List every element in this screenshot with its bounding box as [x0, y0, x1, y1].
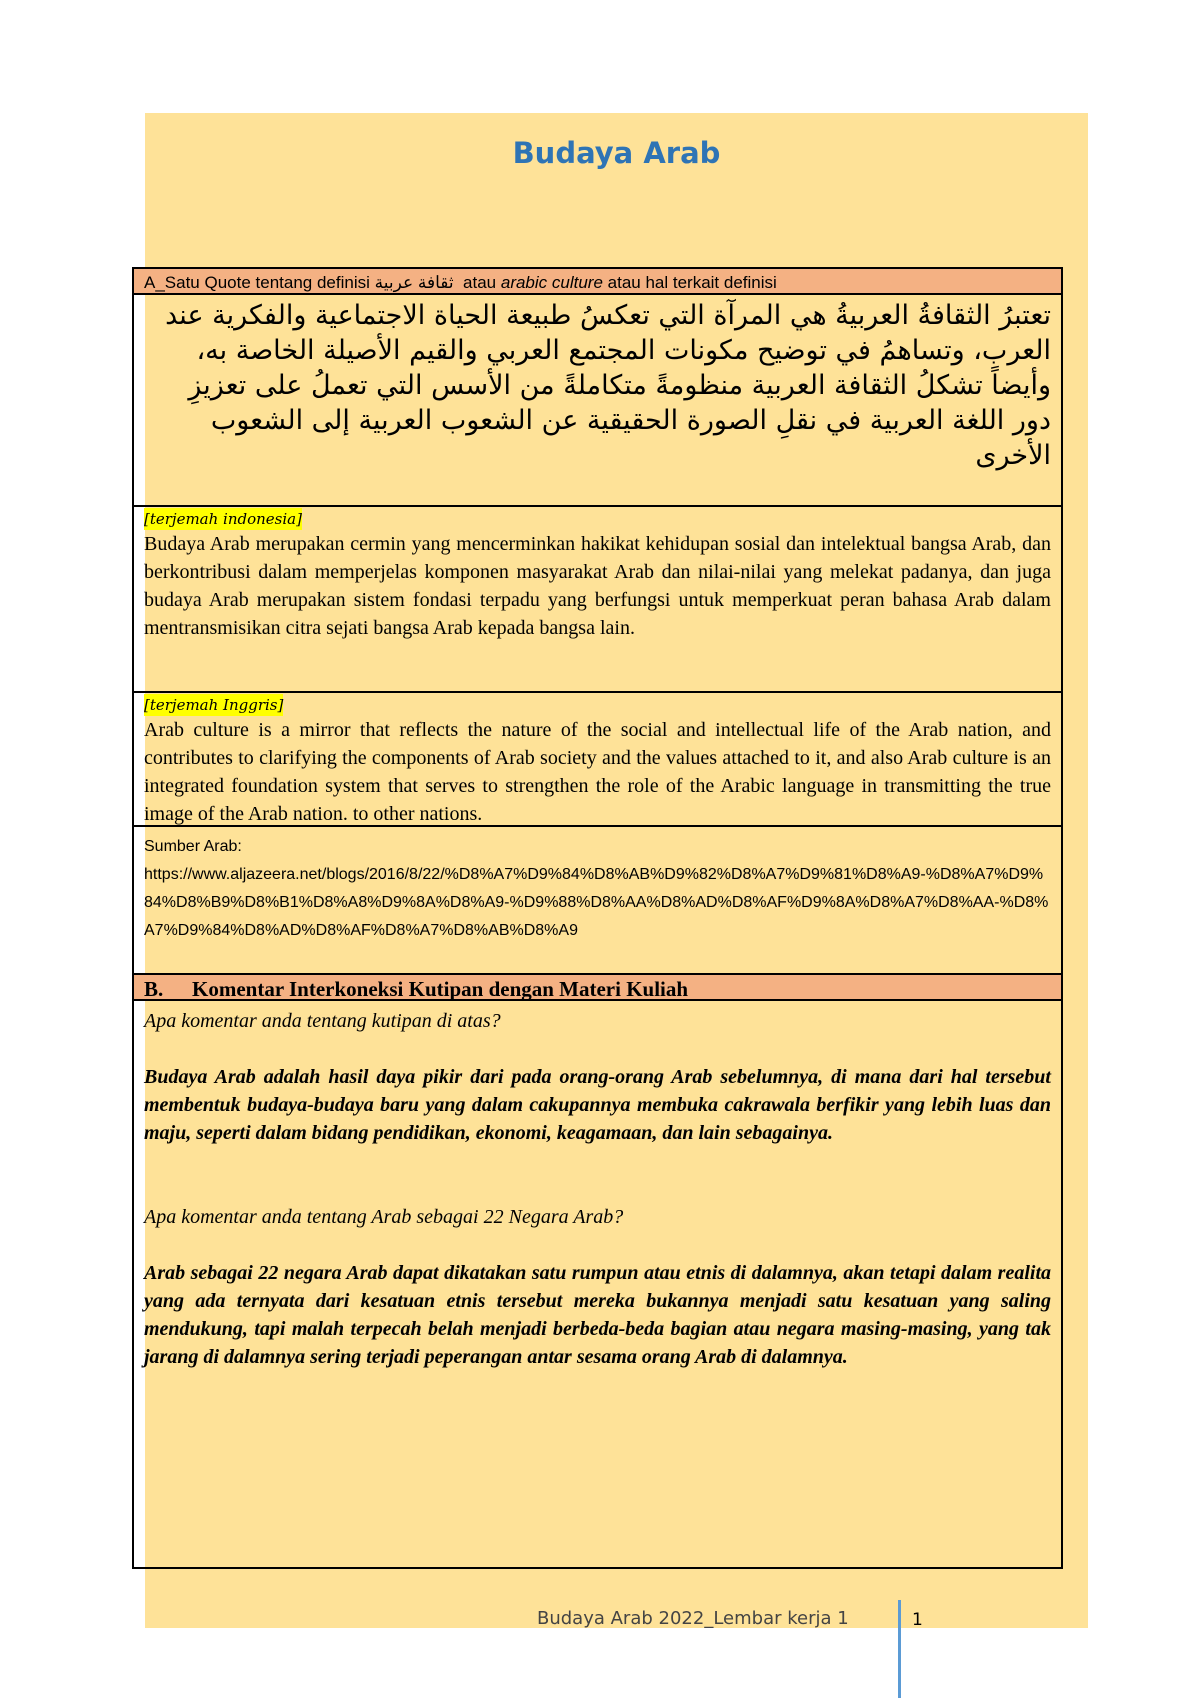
indonesian-translation-text: Budaya Arab merupakan cermin yang mencerminkan hakikat kehidupan sosial dan intelektual bangsa Arab, dan berkontribusi dalam memperjelas komponen masyarakat Arab dan nilai-nilai yang melekat padanya, dan juga budaya Arab merupakan sistem fondasi terpadu yang berfungsi untuk memperkuat peran bahasa Arab dalam mentransmisikan citra sejati bangsa Arab kepada bangsa lain. — [144, 533, 1051, 639]
section-a-header-mid: atau — [453, 273, 501, 292]
source-cell — [134, 828, 1061, 990]
footer-text: Budaya Arab 2022_Lembar kerja 1 — [537, 1608, 849, 1629]
arabic-quote: تعتبرُ الثقافةُ العربيةُ هي المرآة التي تعكسُ طبيعة الحياة الاجتماعية والفكرية عند العرب، وتساهمُ في توضيح مكونات المجتمع العربي والقيم الأصيلة الخاصة به، وأيضاً تشكلُ الثقافة العربية منظومةً متكاملةً من الأسس التي تعملُ على تعزيزِ دور اللغة العربية في نقلِ الصورة الحقيقية عن الشعوب العربية إلى الشعوب الأخرى — [134, 296, 1061, 507]
page-title: Budaya Arab — [512, 136, 721, 170]
question-1: Apa komentar anda tentang kutipan di atas? — [144, 1010, 501, 1032]
indonesian-translation-label: [terjemah indonesia] — [144, 510, 302, 528]
english-translation-cell — [134, 694, 1061, 827]
answer-1: Budaya Arab adalah hasil daya pikir dari pada orang-orang Arab sebelumnya, di mana dari hal tersebut membentuk budaya-budaya baru yang dalam cakupannya membuka cakrawala berfikir yang lebih luas dan maju, seperti dalam bidang pendidikan, ekonomi, keagamaan, dan lain sebagainya. — [144, 1066, 1051, 1144]
section-b-title: Komentar Interkoneksi Kutipan dengan Materi Kuliah — [192, 977, 689, 1001]
section-b-number: B. — [144, 977, 164, 1001]
footer-divider — [898, 1600, 901, 1698]
section-a-header-suffix: atau hal terkait definisi — [602, 273, 777, 292]
comments-cell — [134, 1003, 1061, 1371]
question-2: Apa komentar anda tentang Arab sebagai 22 Negara Arab? — [144, 1206, 624, 1228]
answer-2: Arab sebagai 22 negara Arab dapat dikatakan satu rumpun atau etnis di dalamnya, akan tetapi dalam realita yang ada ternyata dari kesatuan etnis tersebut mereka bukannya menjadi satu kesatuan yang saling mendukung, tapi malah terpecah belah menjadi berbeda-beda bagian atau negara masing-masing, yang tak jarang di dalamnya sering terjadi peperangan antar sesama orang Arab di dalamnya. — [144, 1262, 1051, 1368]
section-a-header-prefix: A_Satu Quote tentang definisi — [144, 273, 375, 292]
indonesian-translation-cell — [134, 508, 1061, 693]
worksheet-table — [132, 267, 1063, 1569]
source-link[interactable]: https://www.aljazeera.net/blogs/2016/8/22/%D8%A7%D9%84%D8%AB%D9%82%D8%A7%D9%81%D8%A9-%D8%A7%D9%84%D8%B9%D8%B1%D8%A8%D9%8A%D8%A9-%D9%88%D8%AA%D8%AD%D8%AF%D9%8A%D8%A7%D8%AA-%D8%A7%D9%84%D8%AD%D8%AF%D8%A7%D8%AB%D8%A9 — [144, 866, 1049, 939]
section-a-header-arabic: ثقافة عربية — [374, 273, 454, 292]
english-translation-text: Arab culture is a mirror that reflects the nature of the social and intellectual life of the Arab nation, and contributes to clarifying the components of Arab society and the values attached to it, and also Arab culture is an integrated foundation system that serves to strengthen the role of the Arabic language in transmitting the true image of the Arab nation. to other nations. — [144, 719, 1051, 825]
page-number: 1 — [912, 1610, 923, 1630]
section-a-header — [134, 269, 1061, 295]
source-label: Sumber Arab: — [144, 838, 242, 855]
english-translation-label: [terjemah Inggris] — [144, 696, 284, 714]
section-b-header — [134, 973, 1061, 1001]
section-a-header-italic: arabic culture — [500, 273, 603, 292]
